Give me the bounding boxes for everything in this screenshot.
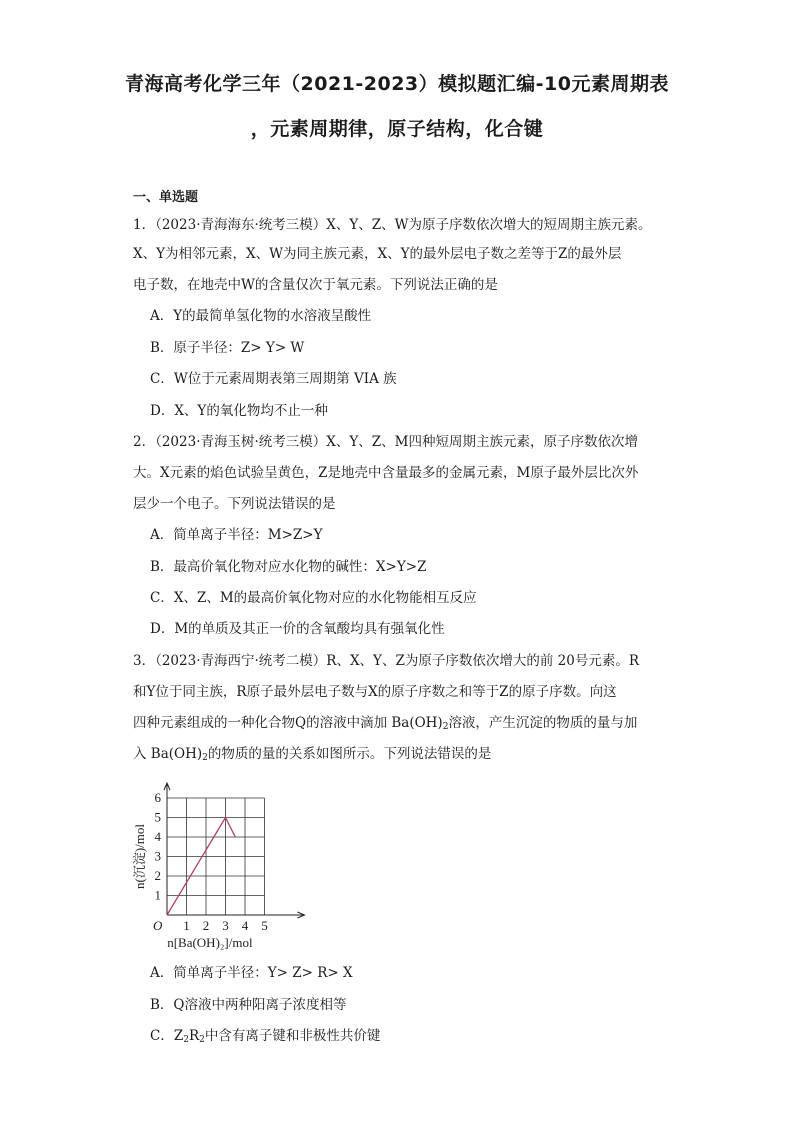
y-tick-label: 5 bbox=[154, 809, 161, 825]
question-2-line-3: 层少一个电子。下列说法错误的是 bbox=[133, 496, 336, 512]
question-3-line-4: 入 $Ba(OH)_2$的物质的量的关系如图所示。下列说法错误的是 bbox=[133, 746, 492, 763]
x-axis-label: n[Ba(OH)₂]/mol bbox=[167, 935, 253, 950]
precipitate-graph bbox=[130, 770, 320, 950]
question-2-option-d: D．M的单质及其正一价的含氧酸均具有强氧化性 bbox=[150, 621, 445, 637]
x-tick-label: 2 bbox=[202, 918, 210, 933]
question-2-line-1: 2．（2023·青海玉树·统考三模）X、Y、Z、M四种短周期主族元素，原子序数依次增 bbox=[133, 434, 639, 450]
x-tick-label: 5 bbox=[261, 918, 268, 933]
question-2-option-c: C．X、Z、M的最高价氧化物对应的水化物能相互反应 bbox=[150, 590, 477, 606]
y-tick-label: 4 bbox=[154, 829, 161, 844]
question-2-option-b: B．最高价氧化物对应水化物的碱性：X>Y>Z bbox=[150, 559, 427, 575]
question-3-line-1: 3．（2023·青海西宁·统考二模）R、X、Y、Z为原子序数依次增大的前 20号元素。R bbox=[133, 653, 639, 669]
question-3-line-2: 和Y位于同主族，R原子最外层电子数与X的原子序数之和等于Z的原子序数。向这 bbox=[133, 684, 617, 700]
origin-label: O bbox=[153, 918, 163, 933]
document-title-line1: 青海高考化学三年（2021-2023）模拟题汇编-10元素周期表 bbox=[125, 73, 669, 95]
section-heading: 一、单选题 bbox=[133, 190, 199, 205]
question-2-option-a: A．简单离子半径：M>Z>Y bbox=[150, 527, 323, 543]
question-3-option-b: B．Q溶液中两种阳离子浓度相等 bbox=[150, 997, 347, 1013]
question-1-option-c: C．W位于元素周期表第三周期第 VIA 族 bbox=[150, 371, 397, 387]
question-2-line-2: 大。X元素的焰色试验呈黄色，Z是地壳中含量最多的金属元素，M原子最外层比次外 bbox=[133, 465, 639, 481]
question-1-option-a: A．Y的最简单氢化物的水溶液呈酸性 bbox=[150, 308, 372, 324]
y-tick-label: 3 bbox=[154, 848, 161, 864]
question-1-line-2: X、Y为相邻元素，X、W为同主族元素，X、Y的最外层电子数之差等于Z的最外层 bbox=[133, 246, 622, 262]
x-tick-label: 1 bbox=[183, 918, 190, 933]
document-title-line2: ，元素周期律，原子结构，化合键 bbox=[250, 118, 544, 140]
question-1-option-b: B．原子半径：Z> Y> W bbox=[150, 340, 305, 356]
y-tick-label: 1 bbox=[154, 887, 161, 903]
question-3-line-3: 四种元素组成的一种化合物Q的溶液中滴加 $Ba(OH)_2$溶液，产生沉淀的物质的量与加 bbox=[133, 715, 638, 732]
question-1-line-3: 电子数，在地壳中W的含量仅次于氧元素。下列说法正确的是 bbox=[133, 277, 498, 293]
y-axis-label: n(沉淀)/mol bbox=[132, 824, 147, 889]
question-1-option-d: D．X、Y的氧化物均不止一种 bbox=[150, 403, 328, 419]
question-1-line-1: 1．（2023·青海海东·统考三模）X、Y、Z、W为原子序数依次增大的短周期主族元素。 bbox=[133, 217, 652, 233]
x-tick-label: 4 bbox=[241, 918, 249, 933]
y-tick-label: 2 bbox=[154, 868, 161, 883]
question-3-option-c: C．$Z_2R_2$中含有离子键和非极性共价键 bbox=[150, 1028, 381, 1045]
y-tick-label: 6 bbox=[154, 790, 161, 805]
x-tick-label: 3 bbox=[222, 918, 229, 933]
question-3-option-a: A．简单离子半径：Y> Z> R> X bbox=[150, 965, 353, 981]
data-series-line bbox=[167, 818, 235, 916]
